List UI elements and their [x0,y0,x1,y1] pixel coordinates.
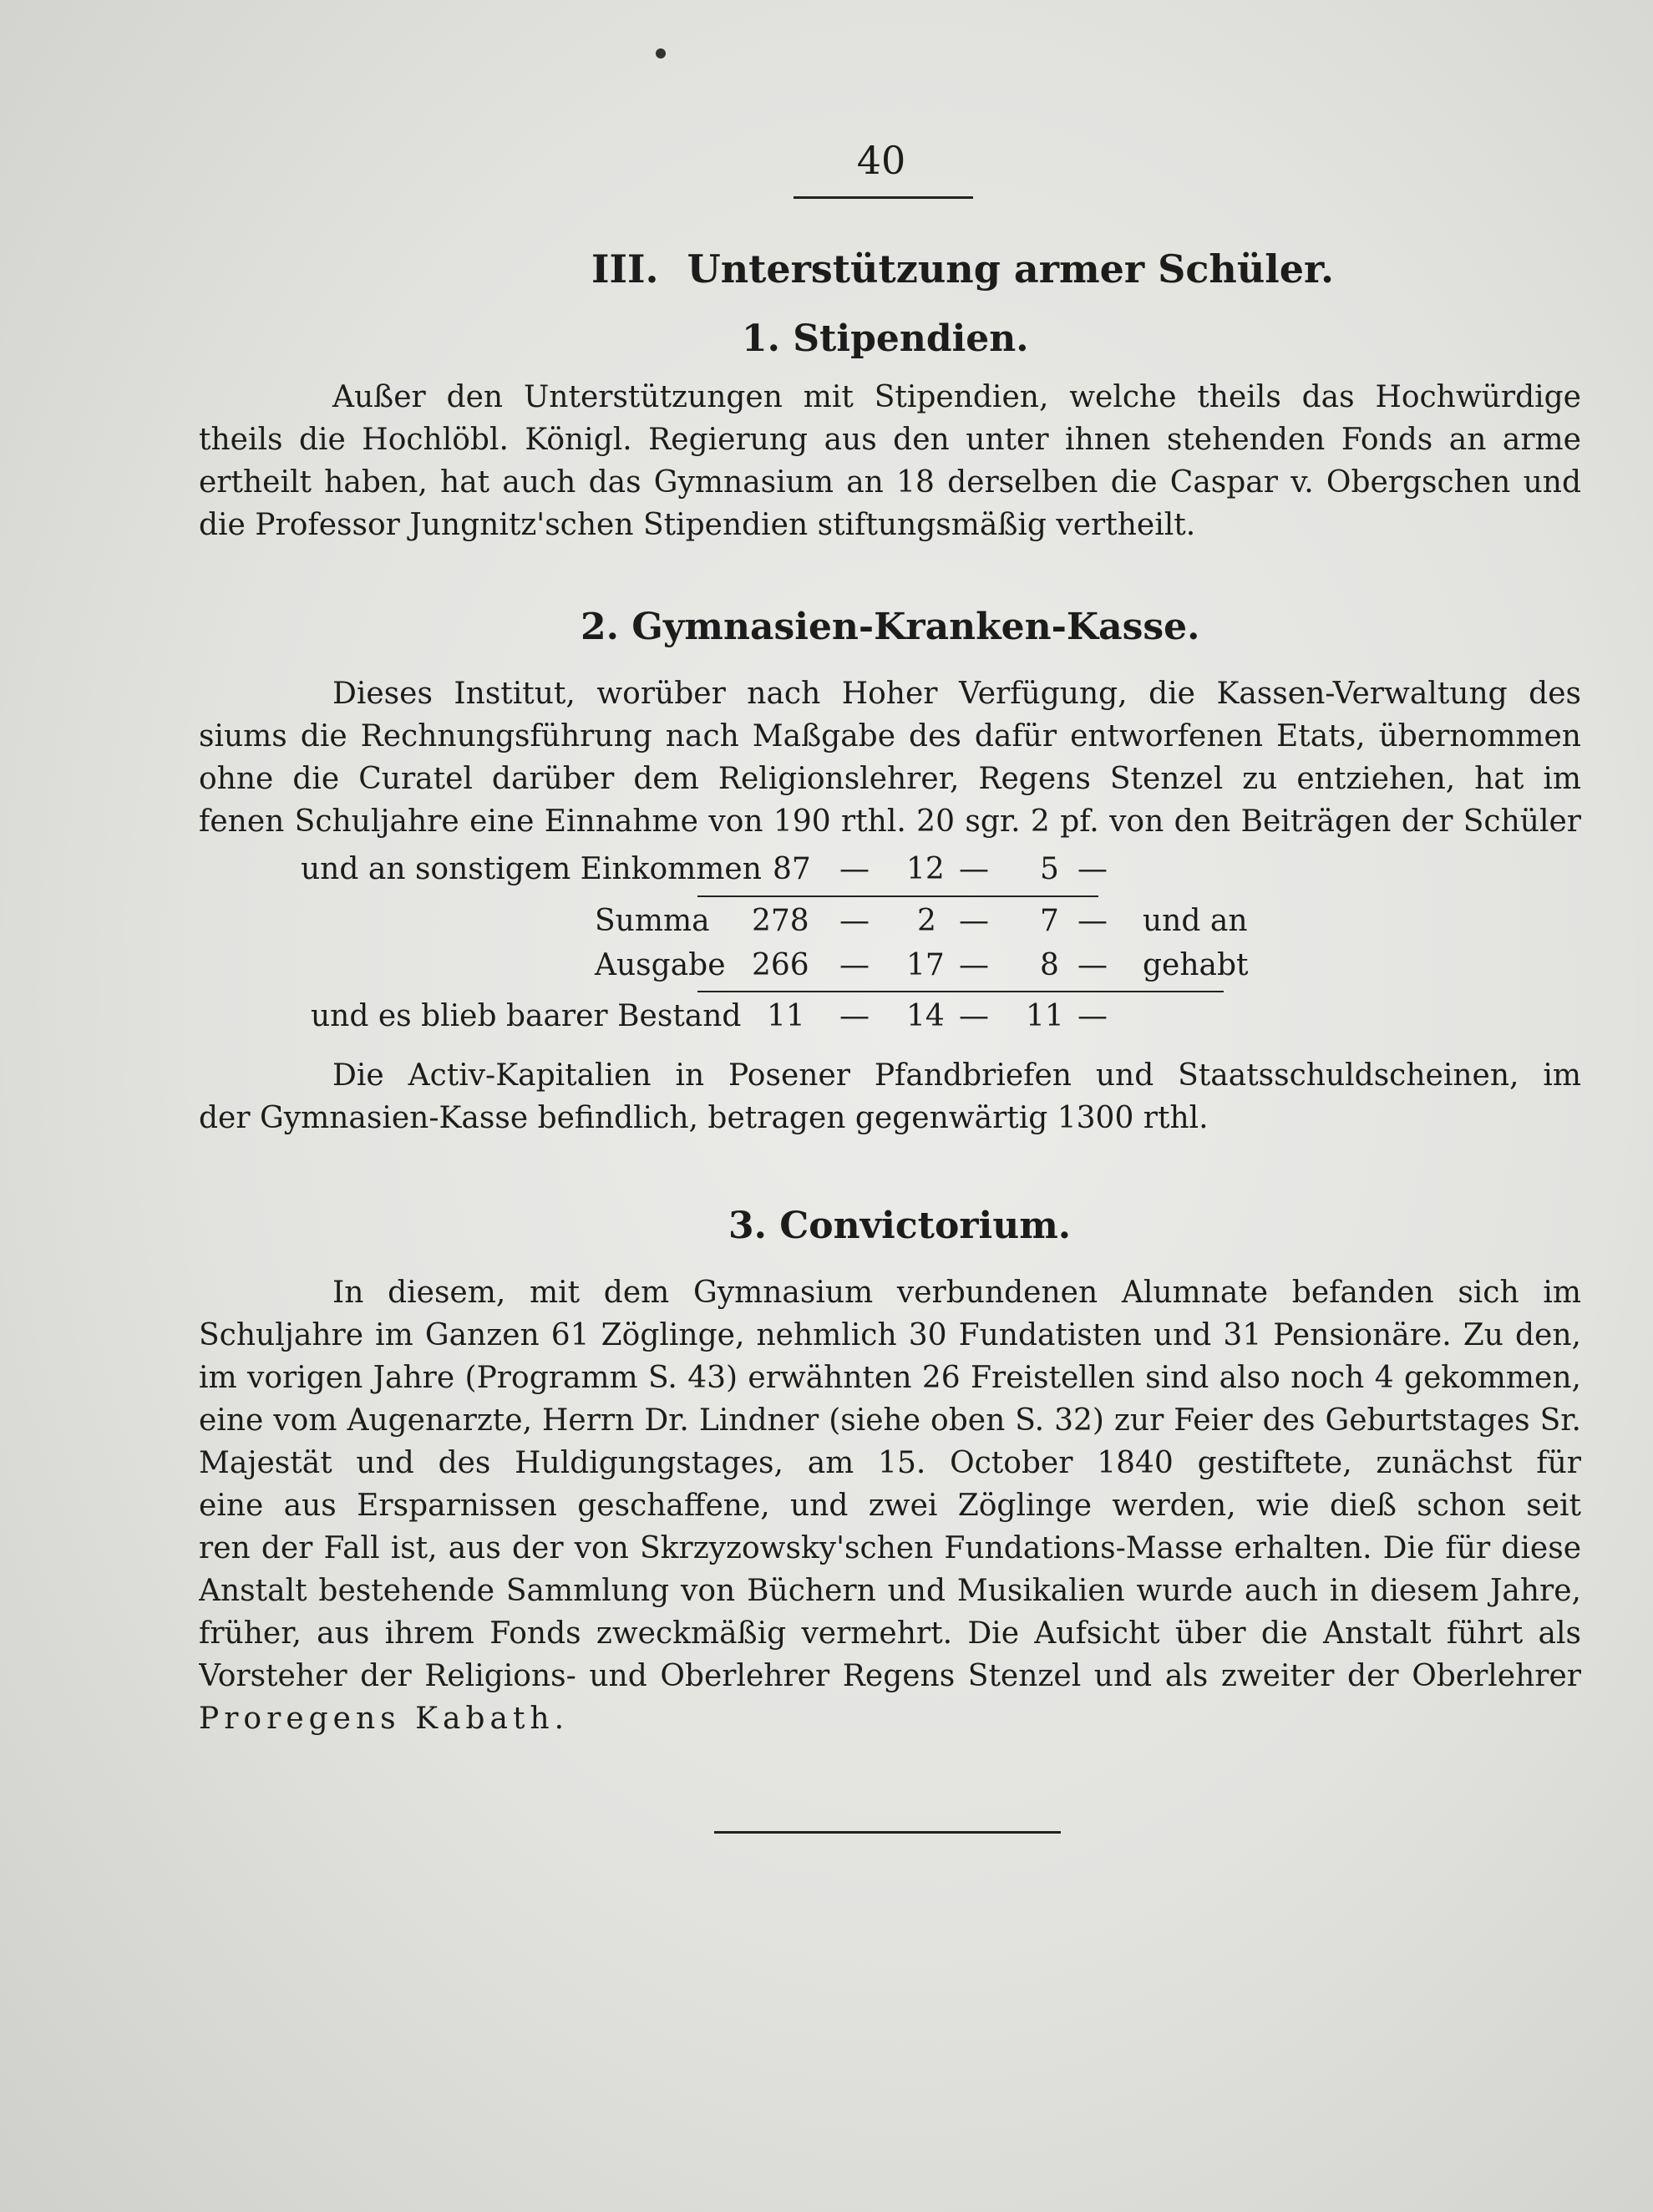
kasse-heading: 2. Gymnasien-Kranken-Kasse. [581,606,1200,648]
dash: — [839,852,870,886]
pf-value: 8 [1040,948,1059,982]
balance-rule [697,991,1224,992]
text-line: ohne die Curatel darüber dem Religionslehrer, Regens Stenzel zu entziehen, hat im [199,762,1581,796]
text-line: Schuljahre im Ganzen 61 Zöglinge, nehmlich 30 Fundatisten und 31 Pensionäre. Zu den, [199,1318,1581,1352]
text-line: siums die Rechnungsführung nach Maßgabe des dafür entworfenen Etats, übernommen [199,719,1581,753]
text-line: Majestät und des Huldigungstages, am 15. October 1840 gestiftete, zunächst für [199,1446,1581,1480]
sgr-value: 14 [906,999,945,1033]
row-label: Summa [595,904,710,938]
convictorium-heading: 3. Convictorium. [728,1205,1072,1247]
pf-value: 7 [1040,904,1059,938]
dash: — [959,999,989,1033]
dash: — [1077,904,1108,938]
section-title: Unterstützung armer Schüler. [687,246,1335,292]
sum-rule [697,895,1098,897]
text-line: Anstalt bestehende Sammlung von Büchern und Musikalien wurde auch in diesem Jahre, [199,1574,1581,1608]
text-line: eine aus Ersparnissen geschaffene, und zwei Zöglinge werden, wie dieß schon seit [199,1489,1581,1523]
dash: — [959,948,989,982]
row-suffix: gehabt [1143,948,1249,982]
rthl-value: 11 [767,999,805,1033]
section-heading [591,246,1334,292]
text-line: Die Activ-Kapitalien in Posener Pfandbriefen und Staatsschuldscheinen, im [332,1058,1581,1093]
dash: — [839,999,870,1033]
dash: — [839,904,870,938]
text-line: früher, aus ihrem Fonds zweckmäßig vermehrt. Die Aufsicht über die Anstalt führt als [199,1616,1581,1651]
ink-dot [656,48,666,58]
section-numeral: III. [591,246,659,292]
rthl-value: 278 [752,904,809,938]
text-line: fenen Schuljahre eine Einnahme von 190 rthl. 20 sgr. 2 pf. von den Beiträgen der Schüler [199,804,1581,839]
row-label: Ausgabe [595,948,726,982]
page-number: 40 [856,138,906,183]
dash: — [1077,999,1108,1033]
sgr-value: 2 [917,904,936,938]
page-number-rule [794,196,973,199]
text-line: im vorigen Jahre (Programm S. 43) erwähnten 26 Freistellen sind also noch 4 gekommen, [199,1361,1581,1395]
dash: — [959,852,989,886]
pf-value: 11 [1026,999,1064,1033]
stipendien-heading: 1. Stipendien. [742,317,1029,360]
row-suffix: und an [1143,904,1248,938]
sgr-value: 17 [906,948,945,982]
text-line: Proregens Kabath. [199,1702,570,1736]
kasse-paragraph [199,672,1581,843]
closing-rule [714,1831,1061,1834]
rthl-value: 266 [752,948,809,982]
text-line: der Gymnasien-Kasse befindlich, betragen gegenwärtig 1300 rthl. [199,1101,1209,1135]
text-line: ertheilt haben, hat auch das Gymnasium an 18 derselben die Caspar v. Obergschen und [199,465,1581,500]
text-line: eine vom Augenarzte, Herrn Dr. Lindner (siehe oben S. 32) zur Feier des Geburtstages Sr. [199,1403,1581,1438]
text-line: ren der Fall ist, aus der von Skrzyzowsky'schen Fundations-Masse erhalten. Die für diese [199,1531,1581,1565]
text-line: die Professor Jungnitz'schen Stipendien stiftungsmäßig vertheilt. [199,508,1196,542]
rthl-value: 87 [773,852,811,886]
stipendien-paragraph [199,376,1581,546]
row-label: und es blieb baarer Bestand [311,999,742,1033]
convictorium-paragraph [199,1271,1581,1740]
text-line: Außer den Unterstützungen mit Stipendien, welche theils das Hochwürdige [332,380,1581,414]
text-line: In diesem, mit dem Gymnasium verbundenen Alumnate befanden sich im [332,1276,1581,1310]
dash: — [1077,852,1108,886]
pf-value: 5 [1040,852,1059,886]
text-line: Dieses Institut, worüber nach Hoher Verfügung, die Kassen-Verwaltung des [332,677,1581,711]
sgr-value: 12 [906,852,945,886]
row-label: und an sonstigem Einkommen [301,852,762,886]
dash: — [959,904,989,938]
dash: — [1077,948,1108,982]
kasse-after-paragraph [199,1054,1581,1139]
text-line: theils die Hochlöbl. Königl. Regierung aus den unter ihnen stehenden Fonds an arme [199,423,1581,457]
text-line: Vorsteher der Religions- und Oberlehrer Regens Stenzel und als zweiter der Oberlehrer [199,1659,1581,1693]
dash: — [839,948,870,982]
